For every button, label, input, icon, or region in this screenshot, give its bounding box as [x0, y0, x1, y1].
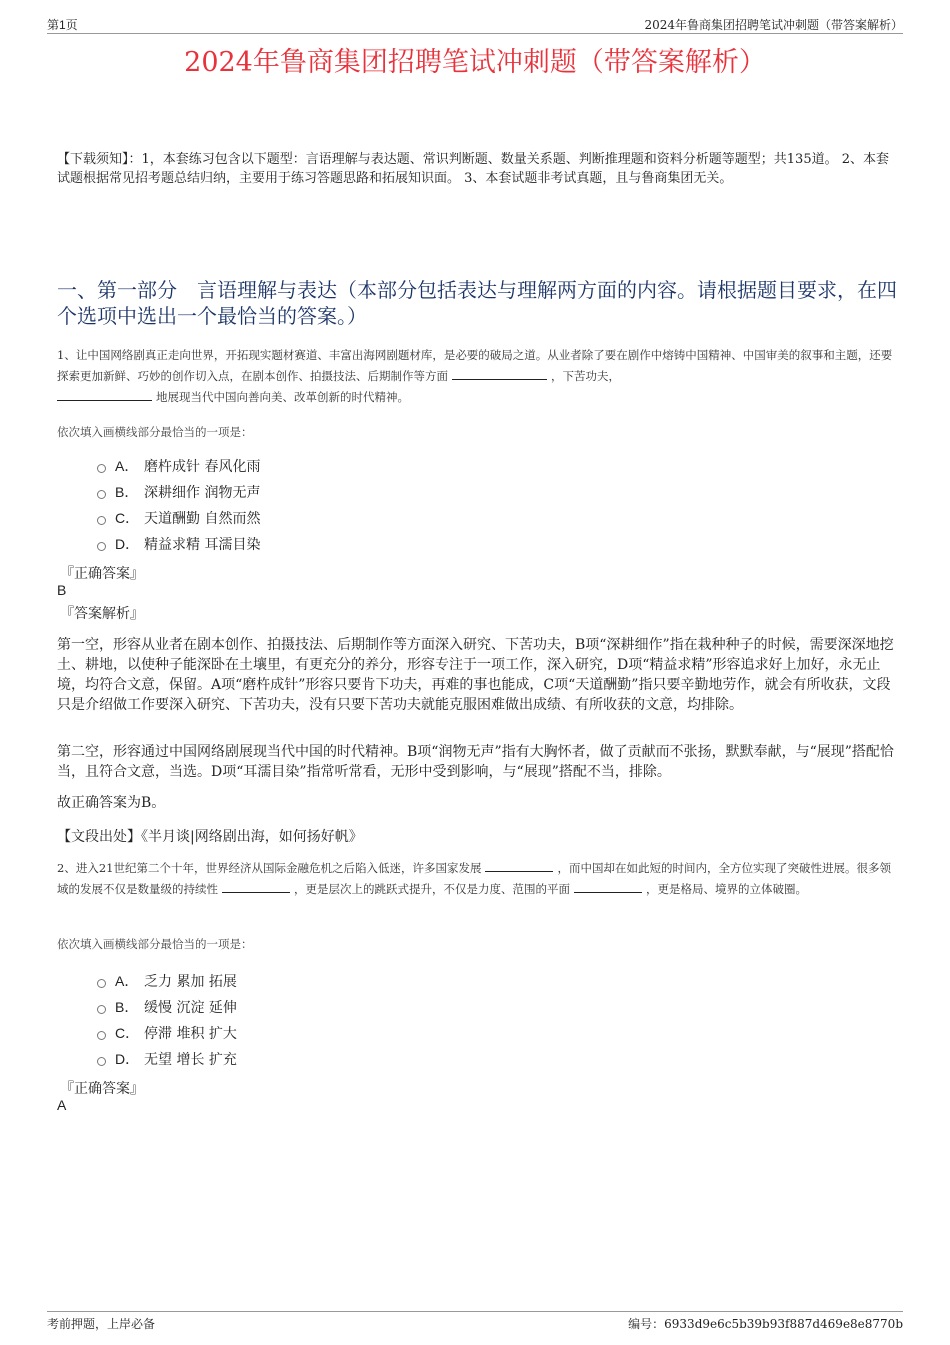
document-code: 编号：6933d9e6c5b39b93f887d469e8e8770b	[628, 1317, 903, 1331]
question-1-stem: 1、让中国网络剧真正走向世界，开拓现实题材赛道、丰富出海网剧题材库，是必要的破局之道。从业者除了要在剧作中熔铸中国精神、中国审美的叙事和主题，还要探索更加新鲜、巧妙的创作切入点，在剧本创作、拍摄技法、后期制作等方面 ，下苦功夫， 地展现当代中国向善向美、改革创新的时代精神。	[57, 348, 893, 404]
option-a[interactable]: A． 磨杵成针 春风化雨	[97, 453, 597, 479]
page-title: 2024年鲁商集团招聘笔试冲刺题（带答案解析）	[184, 47, 766, 78]
correct-answer-label: 『正确答案』	[60, 1081, 144, 1097]
correct-answer: A	[57, 1097, 67, 1113]
radio-button[interactable]	[97, 1005, 106, 1014]
download-notice: 【下载须知】：1，本套练习包含以下题型：言语理解与表达题、常识判断题、数量关系题、判断推理题和资料分析题等题型；共135道。 2、本套试题根据常见招考题总结归纳，主要用于练习答题思路和拓展知识面。 3、本套试题非考试真题，且与鲁商集团无关。	[57, 152, 889, 186]
analysis-paragraph-2: 第二空，形容通过中国网络剧展现当代中国的时代精神。B项“润物无声”指有大胸怀者，做了贡献而不张扬，默默奉献，与“展现”搭配恰当，且符合文意，当选。D项“耳濡目染”指常听常看，无形中受到影响，与“展现”搭配不当，排除。	[57, 744, 894, 780]
analysis-label: 『答案解析』	[60, 606, 144, 622]
blank	[452, 368, 547, 380]
option-a[interactable]: A． 乏力 累加 拓展	[97, 968, 597, 994]
option-b[interactable]: B． 缓慢 沉淀 延伸	[97, 994, 597, 1020]
option-b[interactable]: B． 深耕细作 润物无声	[97, 479, 597, 505]
question-1-options	[97, 453, 597, 557]
correct-answer: B	[57, 582, 67, 598]
question-2-stem: 2、进入21世纪第二个十年，世界经济从国际金融危机之后陷入低迷，许多国家发展 ，而中国却在如此短的时间内，全方位实现了突破性进展。很多领域的发展不仅是数量级的持续性 ，更是层次上的跳跃式提升，不仅是力度、范围的平面 ，更是格局、境界的立体破圈。	[57, 861, 891, 896]
blank	[485, 860, 553, 872]
option-d[interactable]: D． 无望 增长 扩充	[97, 1046, 597, 1072]
radio-button[interactable]	[97, 1057, 106, 1066]
page-header	[47, 14, 903, 34]
blank	[57, 389, 152, 401]
blank	[222, 881, 290, 893]
question-2-options	[97, 968, 597, 1072]
page-number: 第1页	[47, 18, 78, 32]
section-heading: 一、第一部分 言语理解与表达（本部分包括表达与理解两方面的内容。请根据题目要求，在四个选项中选出一个最恰当的答案。）	[57, 278, 897, 328]
header-doc-title: 2024年鲁商集团招聘笔试冲刺题（带答案解析）	[644, 18, 903, 32]
page-footer	[47, 1311, 903, 1335]
footer-slogan: 考前押题，上岸必备	[47, 1317, 156, 1331]
blank	[574, 881, 642, 893]
radio-button[interactable]	[97, 464, 106, 473]
option-c[interactable]: C． 天道酬勤 自然而然	[97, 505, 597, 531]
analysis-conclusion: 故正确答案为B。	[57, 795, 166, 811]
option-c[interactable]: C． 停滞 堆积 扩大	[97, 1020, 597, 1046]
question-2-prompt: 依次填入画横线部分最恰当的一项是：	[57, 937, 253, 951]
radio-button[interactable]	[97, 490, 106, 499]
analysis-paragraph-1: 第一空，形容从业者在剧本创作、拍摄技法、后期制作等方面深入研究、下苦功夫，B项“深耕细作”指在栽种种子的时候，需要深深地挖土、耕地，以使种子能深卧在土壤里，有更充分的养分，形容专注于一项工作，深入研究，D项“精益求精”形容追求好上加好，永无止境，均符合文意，保留。A项“磨杵成针”形容只要肯下功夫，再难的事也能成，C项“天道酬勤”指只要辛勤地劳作，就会有所收获，文段只是介绍做工作要深入研究、下苦功夫，没有只要下苦功夫就能克服困难做出成绩、有所收获的文意，均排除。	[57, 637, 894, 713]
question-1-prompt: 依次填入画横线部分最恰当的一项是：	[57, 425, 253, 439]
option-d[interactable]: D． 精益求精 耳濡目染	[97, 531, 597, 557]
radio-button[interactable]	[97, 1031, 106, 1040]
radio-button[interactable]	[97, 979, 106, 988]
passage-source: 【文段出处】《半月谈|网络剧出海，如何扬好帆》	[57, 829, 363, 845]
radio-button[interactable]	[97, 542, 106, 551]
correct-answer-label: 『正确答案』	[60, 566, 144, 582]
radio-button[interactable]	[97, 516, 106, 525]
